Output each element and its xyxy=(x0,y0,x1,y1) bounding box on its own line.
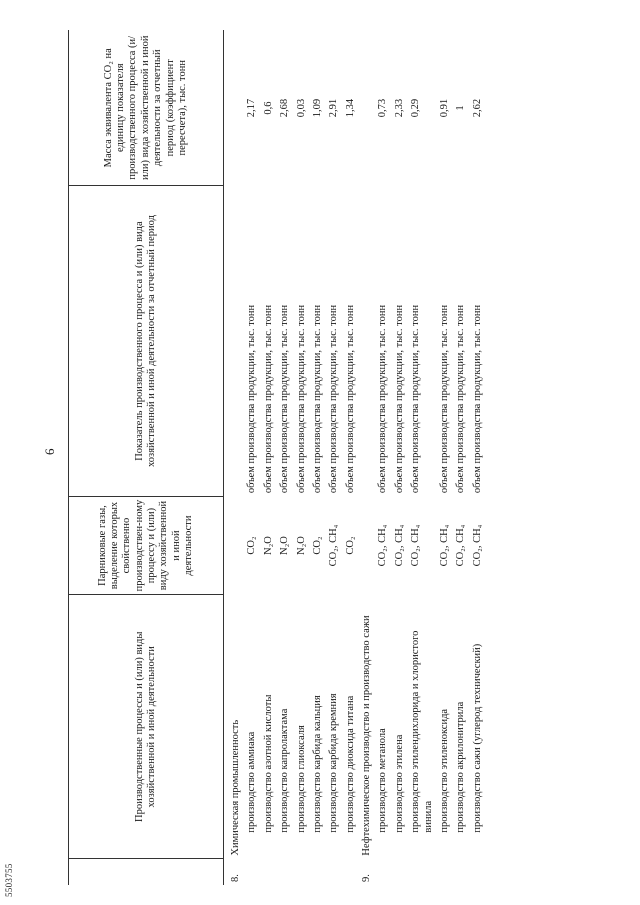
gases-cell: CO₂, CH₄ xyxy=(328,524,340,567)
gases-cell: CO₂ xyxy=(344,536,356,555)
process-cell: производство аммиака xyxy=(246,731,258,833)
process-cell: производство акрилонитрила xyxy=(455,701,467,833)
indicator-cell: объем производства продукции, тыс. тонн xyxy=(279,304,291,494)
table-row xyxy=(390,30,406,885)
indicator-cell: объем производства продукции, тыс. тонн xyxy=(471,304,483,494)
coefficient-cell: 0,73 xyxy=(377,98,389,118)
process-cell: производство этилена xyxy=(393,734,405,833)
gases-cell: N₂O xyxy=(295,536,307,555)
indicator-cell: объем производства продукции, тыс. тонн xyxy=(438,304,450,494)
row-number-cell xyxy=(259,859,275,885)
indicator-cell: объем производства продукции, тыс. тонн xyxy=(410,304,422,494)
gases-cell: CO₂, CH₄ xyxy=(471,524,483,567)
coefficient-cell: 1,34 xyxy=(344,98,356,118)
indicator-cell: объем производства продукции, тыс. тонн xyxy=(311,304,323,494)
process-cell: производство глиоксаля xyxy=(295,725,307,833)
page-number: 6 xyxy=(42,448,57,455)
section-row xyxy=(224,30,243,885)
process-cell: производство диоксида титана xyxy=(344,695,356,833)
coefficient-cell: 0,6 xyxy=(262,101,274,115)
document-code: 5503755 xyxy=(4,863,14,897)
header-gases: Парниковые газы, выделение которых свойственно производствен-ному процессу и (или) виду хозяйственной и иной деятельности xyxy=(69,496,224,595)
row-number-cell xyxy=(324,859,340,885)
indicator-cell: объем производства продукции, тыс. тонн xyxy=(328,304,340,494)
section-title: Химическая промышленность xyxy=(230,719,241,856)
table-row xyxy=(259,30,275,885)
row-number-cell xyxy=(406,859,435,885)
table-row xyxy=(292,30,308,885)
coefficient-cell: 2,33 xyxy=(393,98,405,118)
table-row xyxy=(242,30,258,885)
section-number: 9. xyxy=(361,874,372,882)
gases-cell: CO₂, CH₄ xyxy=(377,524,389,567)
gases-cell: N₂O xyxy=(262,536,274,555)
indicator-cell: объем производства продукции, тыс. тонн xyxy=(344,304,356,494)
header-indicator: Показатель производственного процесса и (или) вида хозяйственной и иной деятельности за отчетный период xyxy=(69,186,224,496)
row-number-cell xyxy=(242,859,258,885)
coefficient-cell: 0,91 xyxy=(438,98,450,118)
table-row xyxy=(406,30,435,885)
process-cell: производство сажи (углерод технический) xyxy=(471,643,483,833)
coefficient-cell: 2,68 xyxy=(279,98,291,118)
row-number-cell xyxy=(468,859,486,885)
process-cell: производство карбида кальция xyxy=(311,695,323,833)
coefficient-cell: 0,29 xyxy=(410,98,422,118)
table-row xyxy=(451,30,467,885)
coefficient-cell: 1,09 xyxy=(311,98,323,118)
table-row xyxy=(308,30,324,885)
section-title: Нефтехимическое производство и производство сажи xyxy=(361,615,372,856)
indicator-cell: объем производства продукции, тыс. тонн xyxy=(377,304,389,494)
table-row xyxy=(435,30,451,885)
table-header-row xyxy=(69,30,224,885)
emissions-table xyxy=(68,30,486,885)
section-number: 8. xyxy=(230,874,241,882)
gases-cell: N₂O xyxy=(279,536,291,555)
table-row xyxy=(468,30,486,885)
gases-cell: CO₂, CH₄ xyxy=(393,524,405,567)
row-number-cell xyxy=(373,859,389,885)
coefficient-cell: 0,03 xyxy=(295,98,307,118)
gases-cell: CO₂ xyxy=(246,536,258,555)
table-row xyxy=(324,30,340,885)
process-cell: производство этилендихлорида и хлористого винила xyxy=(410,630,434,833)
gases-cell: CO₂, CH₄ xyxy=(410,524,422,567)
row-number-cell xyxy=(451,859,467,885)
row-number-cell xyxy=(292,859,308,885)
header-process: Производственные процессы и (или) виды хозяйственной и иной деятельности xyxy=(69,595,224,859)
indicator-cell: объем производства продукции, тыс. тонн xyxy=(393,304,405,494)
header-number xyxy=(69,859,224,885)
gases-cell: CO₂, CH₄ xyxy=(455,524,467,567)
table-row xyxy=(275,30,291,885)
gases-cell: CO₂, CH₄ xyxy=(438,524,450,567)
process-cell: производство этиленоксида xyxy=(438,708,450,833)
table-body xyxy=(224,30,487,885)
row-number-cell xyxy=(275,859,291,885)
process-cell: производство метанола xyxy=(377,728,389,833)
table-row xyxy=(341,30,357,885)
process-cell: производство капролактама xyxy=(279,708,291,833)
row-number-cell xyxy=(435,859,451,885)
row-number-cell xyxy=(341,859,357,885)
coefficient-cell: 1 xyxy=(455,105,467,111)
indicator-cell: объем производства продукции, тыс. тонн xyxy=(455,304,467,494)
coefficient-cell: 2,91 xyxy=(328,98,340,118)
indicator-cell: объем производства продукции, тыс. тонн xyxy=(295,304,307,494)
indicator-cell: объем производства продукции, тыс. тонн xyxy=(246,304,258,494)
process-cell: производство карбида кремния xyxy=(328,693,340,833)
section-row xyxy=(357,30,373,885)
gases-cell: CO₂ xyxy=(311,536,323,555)
row-number-cell xyxy=(308,859,324,885)
coefficient-cell: 2,17 xyxy=(246,98,258,118)
process-cell: производство азотной кислоты xyxy=(262,694,274,833)
indicator-cell: объем производства продукции, тыс. тонн xyxy=(262,304,274,494)
table-row xyxy=(373,30,389,885)
row-number-cell xyxy=(390,859,406,885)
header-mass: Масса эквивалента CO₂ на единицу показателя производственного процесса (и/или) вида хозяйственной и иной деятельности за отчетный период (коэффициент пересчета), тыс. тонн xyxy=(69,30,224,186)
coefficient-cell: 2,62 xyxy=(471,98,483,118)
